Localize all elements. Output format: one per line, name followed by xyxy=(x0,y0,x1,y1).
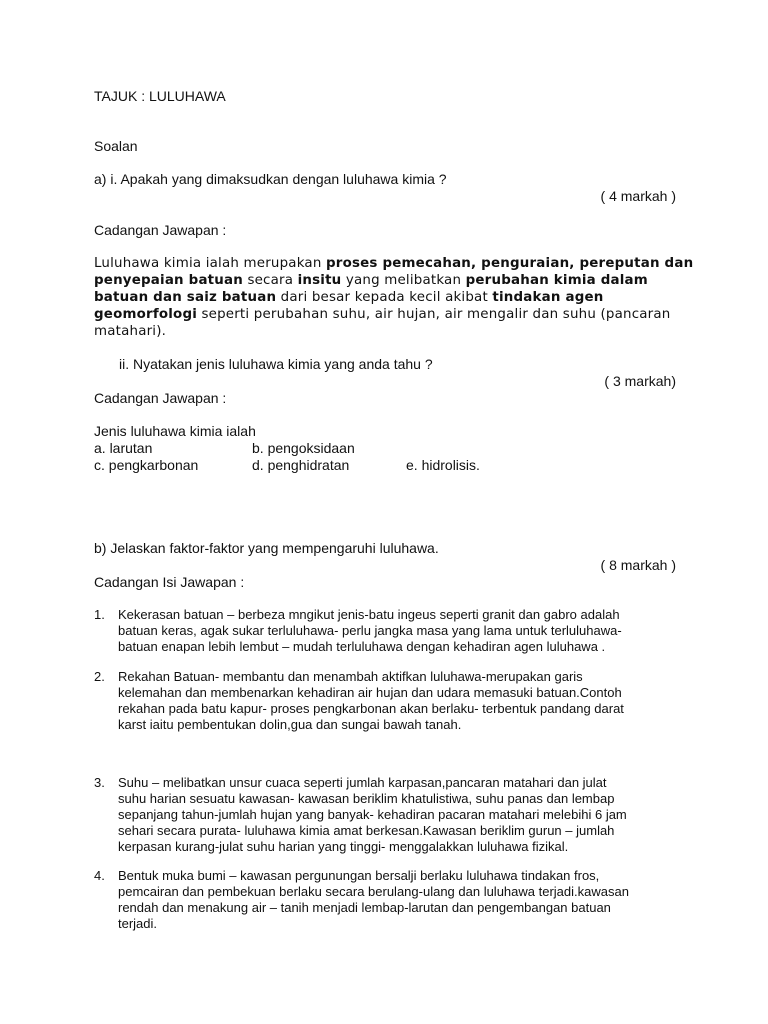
item-2-line: kelemahan dan membenarkan kehadiran air hujan dan udara memasuki batuan.Contoh xyxy=(118,685,622,700)
marks-a-i: ( 4 markah ) xyxy=(600,188,676,204)
answer-a-i-line-1 xyxy=(94,255,693,272)
answer-bold-text: proses pemecahan, penguraian, pereputan dan xyxy=(325,256,694,271)
answer-a-i-line-4 xyxy=(94,306,670,323)
item-4-line: pemcairan dan pembekuan berlaku secara berulang-ulang dan luluhawa terjadi.kawasan xyxy=(118,884,629,899)
item-4-line: rendah dan menakung air – tanih menjadi lembap-larutan dan pengembangan batuan xyxy=(118,900,611,915)
answer-text: yang melibatkan xyxy=(341,273,466,288)
cadangan-jawapan-a-i: Cadangan Jawapan : xyxy=(94,222,227,238)
answer-text: secara xyxy=(242,273,298,288)
item-4-number: 4. xyxy=(94,868,105,883)
cadangan-isi-jawapan: Cadangan Isi Jawapan : xyxy=(94,574,245,590)
answer-bold-text: perubahan kimia dalam xyxy=(465,273,648,288)
cadangan-jawapan-a-ii: Cadangan Jawapan : xyxy=(94,390,227,406)
answer-bold-text: batuan dan saiz batuan xyxy=(94,290,277,305)
question-a-i: a) i. Apakah yang dimaksudkan dengan luluhawa kimia ? xyxy=(94,171,447,187)
answer-bold-text: insitu xyxy=(297,273,342,288)
answer-bold-text: tindakan agen xyxy=(492,290,604,305)
soalan-heading: Soalan xyxy=(94,138,138,154)
type-a: a. larutan xyxy=(94,440,153,456)
type-e: e. hidrolisis. xyxy=(406,457,480,473)
question-b: b) Jelaskan faktor-faktor yang mempengaruhi luluhawa. xyxy=(94,540,439,556)
item-2-number: 2. xyxy=(94,669,105,684)
item-3-line: suhu harian sesuatu kawasan- kawasan beriklim khatulistiwa, suhu panas dan lembap xyxy=(118,791,615,806)
item-3-line: sehari secara purata- luluhawa kimia amat berkesan.Kawasan beriklim gurun – jumlah xyxy=(118,823,615,838)
item-1-number: 1. xyxy=(94,607,105,622)
item-4-line: terjadi. xyxy=(118,916,158,931)
document-title: TAJUK : LULUHAWA xyxy=(94,88,226,104)
answer-text: Luluhawa kimia ialah merupakan xyxy=(94,256,326,271)
answer-text: dari besar kepada kecil akibat xyxy=(276,290,493,305)
answer-text: seperti perubahan suhu, air hujan, air mengalir dan suhu (pancaran xyxy=(197,307,671,322)
types-intro: Jenis luluhawa kimia ialah xyxy=(94,423,256,439)
item-4-line: Bentuk muka bumi – kawasan pergunungan bersalji berlaku luluhawa tindakan fros, xyxy=(118,868,600,883)
item-2-line: Rekahan Batuan- membantu dan menambah aktifkan luluhawa-merupakan garis xyxy=(118,669,583,684)
item-3-number: 3. xyxy=(94,775,105,790)
question-a-ii: ii. Nyatakan jenis luluhawa kimia yang anda tahu ? xyxy=(119,356,433,372)
type-d: d. penghidratan xyxy=(252,457,350,473)
answer-a-i-line-5: matahari). xyxy=(94,324,167,339)
answer-bold-text: penyepaian batuan xyxy=(94,273,243,288)
item-2-line: karst iaitu pembentukan dolin,gua dan sungai bawah tanah. xyxy=(118,717,462,732)
type-c: c. pengkarbonan xyxy=(94,457,199,473)
answer-a-i-line-3 xyxy=(94,289,604,306)
item-1-line: batuan keras, agak sukar terluluhawa- perlu jangka masa yang lama untuk terluluhawa- xyxy=(118,623,622,638)
answer-a-i-line-2 xyxy=(94,272,648,289)
marks-a-ii: ( 3 markah) xyxy=(604,373,676,389)
type-b: b. pengoksidaan xyxy=(252,440,355,456)
item-1-line: Kekerasan batuan – berbeza mngikut jenis-batu ingeus seperti granit dan gabro adalah xyxy=(118,607,620,622)
item-2-line: rekahan pada batu kapur- proses pengkarbonan akan berlaku- terbentuk pandang darat xyxy=(118,701,624,716)
answer-bold-text: geomorfologi xyxy=(94,307,198,322)
item-3-line: sepanjang tahun-jumlah hujan yang banyak- kehadiran pacaran matahari melebihi 6 jam xyxy=(118,807,627,822)
marks-b: ( 8 markah ) xyxy=(600,557,676,573)
item-3-line: Suhu – melibatkan unsur cuaca seperti jumlah karpasan,pancaran matahari dan julat xyxy=(118,775,607,790)
item-3-line: kerpasan kurang-julat suhu harian yang tinggi- menggalakkan luluhawa fizikal. xyxy=(118,839,569,854)
item-1-line: batuan enapan lebih lembut – mudah terluluhawa dengan kehadiran agen luluhawa . xyxy=(118,639,606,654)
